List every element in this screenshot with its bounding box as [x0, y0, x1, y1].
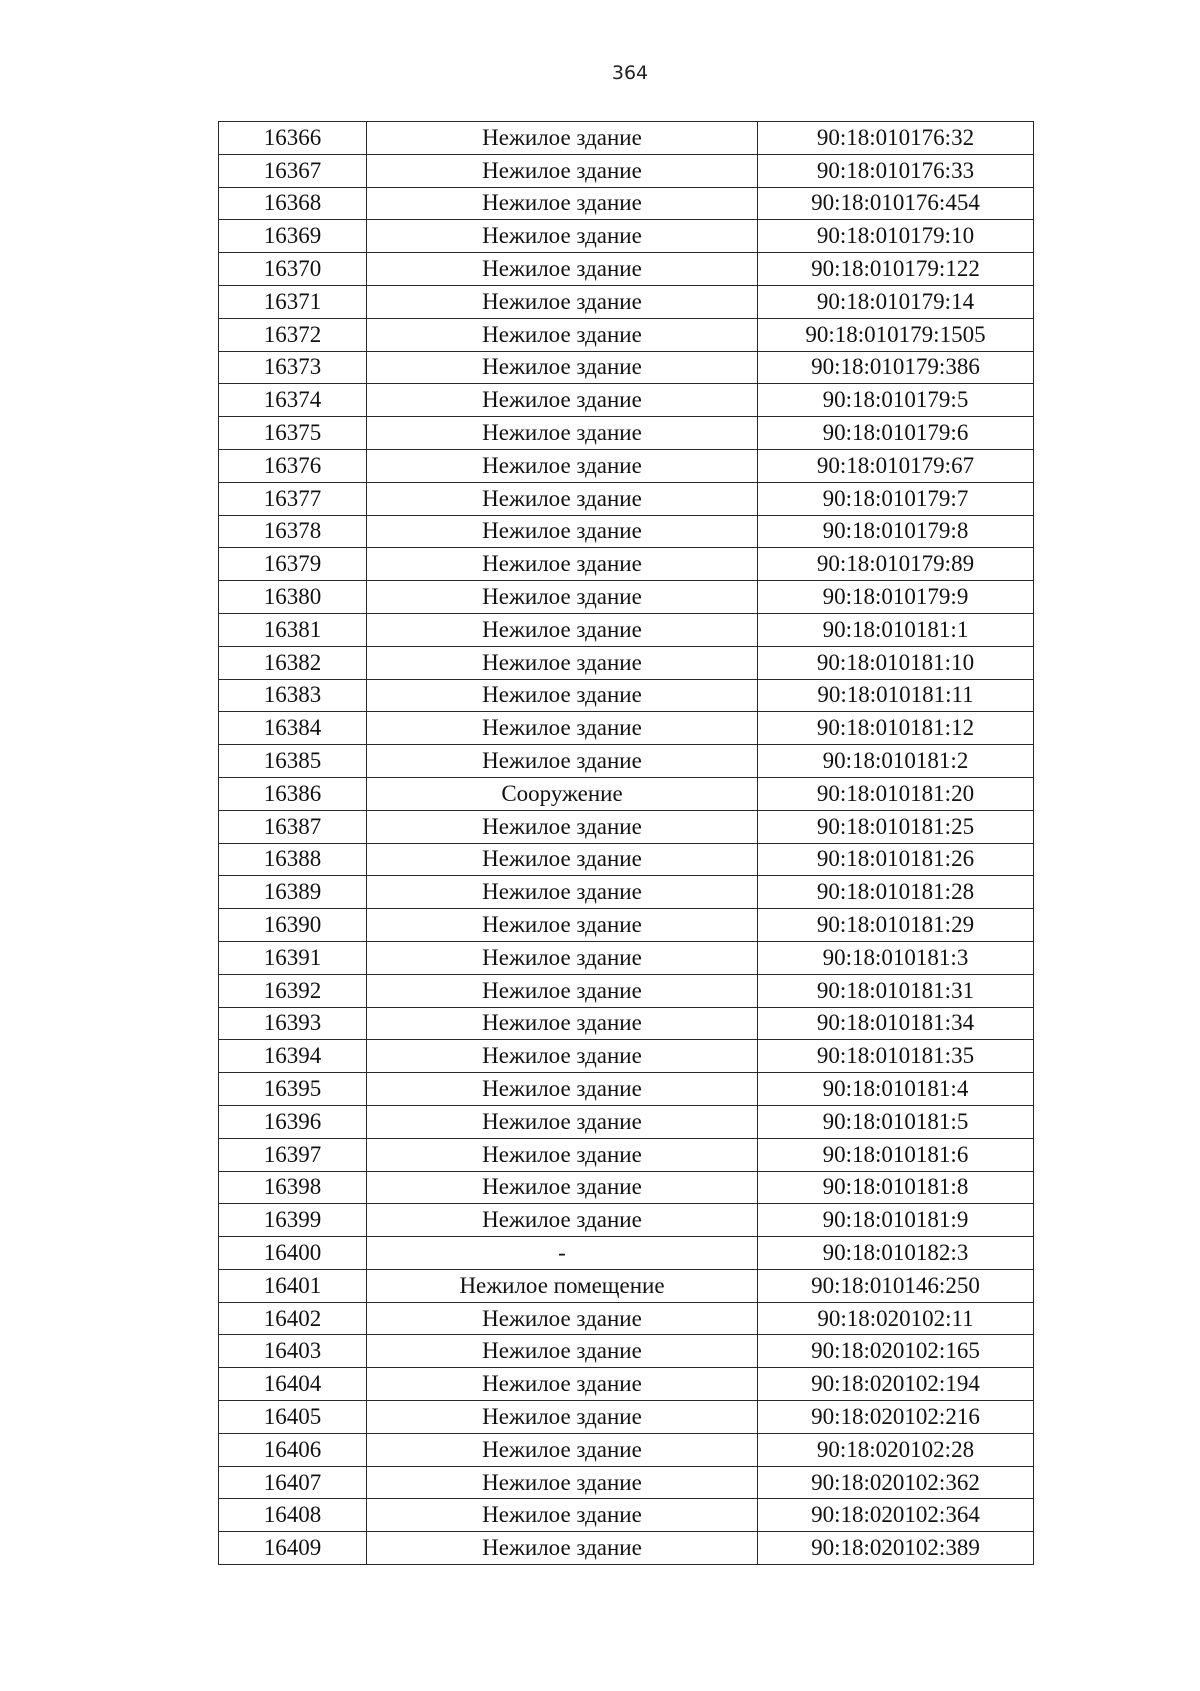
- table-row: [219, 1269, 1034, 1302]
- table-row: [219, 1335, 1034, 1368]
- cadastral-number-cell: 90:18:010179:122: [758, 253, 1034, 286]
- table-row: [219, 1237, 1034, 1270]
- cadastral-number-cell: 90:18:010179:14: [758, 285, 1034, 318]
- object-type-cell: Нежилое здание: [367, 712, 758, 745]
- row-number-cell: 16377: [219, 482, 367, 515]
- object-type-cell: Нежилое здание: [367, 187, 758, 220]
- table-row: [219, 646, 1034, 679]
- cadastral-number-cell: 90:18:010179:1505: [758, 318, 1034, 351]
- table-row: [219, 515, 1034, 548]
- object-type-cell: Нежилое здание: [367, 285, 758, 318]
- table-row: [219, 876, 1034, 909]
- table-row: [219, 1040, 1034, 1073]
- row-number-cell: 16384: [219, 712, 367, 745]
- cadastral-number-cell: 90:18:010179:89: [758, 548, 1034, 581]
- cadastral-number-cell: 90:18:010181:20: [758, 777, 1034, 810]
- table-row: [219, 384, 1034, 417]
- cadastral-number-cell: 90:18:010179:6: [758, 417, 1034, 450]
- cadastral-number-cell: 90:18:020102:194: [758, 1368, 1034, 1401]
- object-type-cell: Нежилое здание: [367, 1138, 758, 1171]
- row-number-cell: 16367: [219, 154, 367, 187]
- object-type-cell: Нежилое здание: [367, 449, 758, 482]
- cadastral-number-cell: 90:18:010176:32: [758, 122, 1034, 155]
- table-row: [219, 1532, 1034, 1565]
- row-number-cell: 16409: [219, 1532, 367, 1565]
- table-row: [219, 712, 1034, 745]
- cadastral-number-cell: 90:18:010146:250: [758, 1269, 1034, 1302]
- row-number-cell: 16385: [219, 745, 367, 778]
- table-row: [219, 417, 1034, 450]
- cadastral-number-cell: 90:18:020102:165: [758, 1335, 1034, 1368]
- table-row: [219, 482, 1034, 515]
- row-number-cell: 16372: [219, 318, 367, 351]
- object-type-cell: -: [367, 1237, 758, 1270]
- object-type-cell: Нежилое здание: [367, 1007, 758, 1040]
- table-row: [219, 449, 1034, 482]
- cadastral-number-cell: 90:18:010176:33: [758, 154, 1034, 187]
- cadastral-number-cell: 90:18:020102:364: [758, 1499, 1034, 1532]
- object-type-cell: Нежилое здание: [367, 482, 758, 515]
- row-number-cell: 16402: [219, 1302, 367, 1335]
- object-type-cell: Нежилое здание: [367, 810, 758, 843]
- object-type-cell: Нежилое здание: [367, 909, 758, 942]
- object-type-cell: Нежилое помещение: [367, 1269, 758, 1302]
- object-type-cell: Нежилое здание: [367, 122, 758, 155]
- row-number-cell: 16369: [219, 220, 367, 253]
- object-type-cell: Нежилое здание: [367, 974, 758, 1007]
- table-row: [219, 679, 1034, 712]
- table-row: [219, 1302, 1034, 1335]
- table-row: [219, 285, 1034, 318]
- table-row: [219, 1007, 1034, 1040]
- cadastral-number-cell: 90:18:010179:5: [758, 384, 1034, 417]
- row-number-cell: 16370: [219, 253, 367, 286]
- table-row: [219, 909, 1034, 942]
- row-number-cell: 16378: [219, 515, 367, 548]
- table-row: [219, 1105, 1034, 1138]
- row-number-cell: 16406: [219, 1433, 367, 1466]
- cadastral-number-cell: 90:18:010181:2: [758, 745, 1034, 778]
- cadastral-number-cell: 90:18:010179:7: [758, 482, 1034, 515]
- object-type-cell: Нежилое здание: [367, 154, 758, 187]
- table-row: [219, 253, 1034, 286]
- cadastral-number-cell: 90:18:010181:6: [758, 1138, 1034, 1171]
- row-number-cell: 16387: [219, 810, 367, 843]
- object-type-cell: Нежилое здание: [367, 646, 758, 679]
- row-number-cell: 16374: [219, 384, 367, 417]
- cadastral-number-cell: 90:18:010181:29: [758, 909, 1034, 942]
- row-number-cell: 16390: [219, 909, 367, 942]
- table-row: [219, 974, 1034, 1007]
- object-type-cell: Нежилое здание: [367, 1302, 758, 1335]
- table-row: [219, 187, 1034, 220]
- table-row: [219, 1466, 1034, 1499]
- row-number-cell: 16383: [219, 679, 367, 712]
- object-type-cell: Нежилое здание: [367, 581, 758, 614]
- object-type-cell: Нежилое здание: [367, 1466, 758, 1499]
- object-type-cell: Нежилое здание: [367, 515, 758, 548]
- object-type-cell: Нежилое здание: [367, 1073, 758, 1106]
- registry-table-body: [219, 122, 1034, 1565]
- cadastral-number-cell: 90:18:010181:3: [758, 941, 1034, 974]
- object-type-cell: Нежилое здание: [367, 745, 758, 778]
- object-type-cell: Нежилое здание: [367, 876, 758, 909]
- row-number-cell: 16397: [219, 1138, 367, 1171]
- table-row: [219, 1433, 1034, 1466]
- row-number-cell: 16393: [219, 1007, 367, 1040]
- cadastral-number-cell: 90:18:010182:3: [758, 1237, 1034, 1270]
- cadastral-number-cell: 90:18:010181:35: [758, 1040, 1034, 1073]
- row-number-cell: 16407: [219, 1466, 367, 1499]
- table-row: [219, 1171, 1034, 1204]
- table-row: [219, 318, 1034, 351]
- object-type-cell: Нежилое здание: [367, 384, 758, 417]
- object-type-cell: Нежилое здание: [367, 1105, 758, 1138]
- table-row: [219, 1368, 1034, 1401]
- object-type-cell: Нежилое здание: [367, 941, 758, 974]
- table-row: [219, 1073, 1034, 1106]
- cadastral-number-cell: 90:18:020102:216: [758, 1401, 1034, 1434]
- row-number-cell: 16400: [219, 1237, 367, 1270]
- table-row: [219, 122, 1034, 155]
- cadastral-number-cell: 90:18:010181:5: [758, 1105, 1034, 1138]
- table-row: [219, 1499, 1034, 1532]
- cadastral-number-cell: 90:18:020102:362: [758, 1466, 1034, 1499]
- object-type-cell: Нежилое здание: [367, 220, 758, 253]
- row-number-cell: 16399: [219, 1204, 367, 1237]
- object-type-cell: Нежилое здание: [367, 1499, 758, 1532]
- table-row: [219, 351, 1034, 384]
- object-type-cell: Нежилое здание: [367, 843, 758, 876]
- row-number-cell: 16389: [219, 876, 367, 909]
- row-number-cell: 16382: [219, 646, 367, 679]
- cadastral-number-cell: 90:18:010181:26: [758, 843, 1034, 876]
- row-number-cell: 16375: [219, 417, 367, 450]
- row-number-cell: 16371: [219, 285, 367, 318]
- page-number: 364: [611, 62, 649, 84]
- cadastral-number-cell: 90:18:020102:389: [758, 1532, 1034, 1565]
- object-type-cell: Нежилое здание: [367, 351, 758, 384]
- object-type-cell: Нежилое здание: [367, 1532, 758, 1565]
- row-number-cell: 16376: [219, 449, 367, 482]
- object-type-cell: Нежилое здание: [367, 1368, 758, 1401]
- object-type-cell: Нежилое здание: [367, 548, 758, 581]
- row-number-cell: 16398: [219, 1171, 367, 1204]
- row-number-cell: 16388: [219, 843, 367, 876]
- registry-table: [218, 121, 1034, 1565]
- cadastral-number-cell: 90:18:010181:28: [758, 876, 1034, 909]
- table-row: [219, 581, 1034, 614]
- object-type-cell: Нежилое здание: [367, 1433, 758, 1466]
- table-row: [219, 843, 1034, 876]
- table-row: [219, 745, 1034, 778]
- object-type-cell: Нежилое здание: [367, 1401, 758, 1434]
- cadastral-number-cell: 90:18:010181:4: [758, 1073, 1034, 1106]
- row-number-cell: 16368: [219, 187, 367, 220]
- table-row: [219, 1138, 1034, 1171]
- cadastral-number-cell: 90:18:010181:34: [758, 1007, 1034, 1040]
- row-number-cell: 16404: [219, 1368, 367, 1401]
- cadastral-number-cell: 90:18:010181:9: [758, 1204, 1034, 1237]
- row-number-cell: 16391: [219, 941, 367, 974]
- cadastral-number-cell: 90:18:010176:454: [758, 187, 1034, 220]
- row-number-cell: 16408: [219, 1499, 367, 1532]
- object-type-cell: Нежилое здание: [367, 318, 758, 351]
- cadastral-number-cell: 90:18:010181:1: [758, 613, 1034, 646]
- row-number-cell: 16392: [219, 974, 367, 1007]
- table-row: [219, 941, 1034, 974]
- table-row: [219, 1204, 1034, 1237]
- cadastral-number-cell: 90:18:010181:12: [758, 712, 1034, 745]
- table-row: [219, 220, 1034, 253]
- object-type-cell: Нежилое здание: [367, 679, 758, 712]
- row-number-cell: 16380: [219, 581, 367, 614]
- cadastral-number-cell: 90:18:010181:8: [758, 1171, 1034, 1204]
- object-type-cell: Нежилое здание: [367, 1040, 758, 1073]
- row-number-cell: 16373: [219, 351, 367, 384]
- cadastral-number-cell: 90:18:020102:28: [758, 1433, 1034, 1466]
- table-row: [219, 777, 1034, 810]
- object-type-cell: Нежилое здание: [367, 253, 758, 286]
- table-row: [219, 548, 1034, 581]
- cadastral-number-cell: 90:18:010179:67: [758, 449, 1034, 482]
- row-number-cell: 16379: [219, 548, 367, 581]
- row-number-cell: 16396: [219, 1105, 367, 1138]
- cadastral-number-cell: 90:18:010179:8: [758, 515, 1034, 548]
- table-row: [219, 154, 1034, 187]
- cadastral-number-cell: 90:18:010181:10: [758, 646, 1034, 679]
- table-row: [219, 1401, 1034, 1434]
- cadastral-number-cell: 90:18:010179:386: [758, 351, 1034, 384]
- row-number-cell: 16381: [219, 613, 367, 646]
- row-number-cell: 16401: [219, 1269, 367, 1302]
- cadastral-number-cell: 90:18:020102:11: [758, 1302, 1034, 1335]
- cadastral-number-cell: 90:18:010179:9: [758, 581, 1034, 614]
- table-row: [219, 810, 1034, 843]
- row-number-cell: 16395: [219, 1073, 367, 1106]
- row-number-cell: 16394: [219, 1040, 367, 1073]
- object-type-cell: Нежилое здание: [367, 1204, 758, 1237]
- cadastral-number-cell: 90:18:010181:25: [758, 810, 1034, 843]
- object-type-cell: Сооружение: [367, 777, 758, 810]
- object-type-cell: Нежилое здание: [367, 417, 758, 450]
- cadastral-number-cell: 90:18:010181:31: [758, 974, 1034, 1007]
- object-type-cell: Нежилое здание: [367, 613, 758, 646]
- table-row: [219, 613, 1034, 646]
- object-type-cell: Нежилое здание: [367, 1335, 758, 1368]
- object-type-cell: Нежилое здание: [367, 1171, 758, 1204]
- cadastral-number-cell: 90:18:010179:10: [758, 220, 1034, 253]
- cadastral-number-cell: 90:18:010181:11: [758, 679, 1034, 712]
- row-number-cell: 16405: [219, 1401, 367, 1434]
- row-number-cell: 16403: [219, 1335, 367, 1368]
- row-number-cell: 16386: [219, 777, 367, 810]
- row-number-cell: 16366: [219, 122, 367, 155]
